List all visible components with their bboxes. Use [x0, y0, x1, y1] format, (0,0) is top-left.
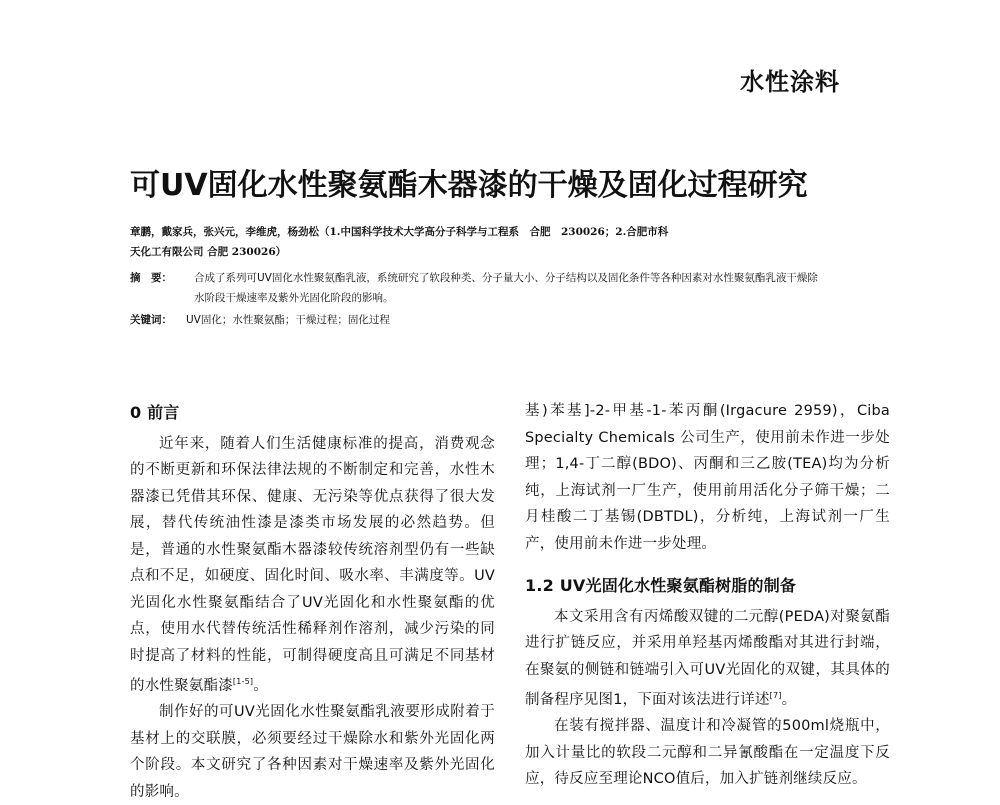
section-tag: 水性涂料	[740, 68, 840, 96]
prep-paragraph-2: 在装有搅拌器、温度计和冷凝管的500ml烧瓶中，加入计量比的软段二元醇和二异氰酸酯在一定温度下反应，待反应至理论NCO值后，加入扩链剂继续反应。	[525, 718, 890, 788]
keywords-text: UV固化；水性聚氨酯；干燥过程；固化过程	[186, 314, 390, 326]
abstract	[130, 268, 820, 308]
keywords	[130, 310, 820, 330]
left-column	[130, 398, 495, 805]
intro-paragraph-2: 制作好的可UV光固化水性聚氨酯乳液要形成附着于基材上的交联膜，必须要经过干燥除水和紫外光固化两个阶段。本文研究了各种因素对干燥速率及紫外光固化的影响。	[130, 704, 495, 800]
section-heading-1-2: 1.2 UV光固化水性聚氨酯树脂的制备	[525, 576, 797, 595]
article-title: 可UV固化水性聚氨酯木器漆的干燥及固化过程研究	[130, 168, 808, 203]
intro-paragraph-1-end: 。	[253, 677, 268, 694]
authors-line-2: 天化工有限公司 合肥 230026）	[130, 246, 287, 258]
prep-paragraph-1	[525, 604, 890, 714]
citation-ref-7: [7]	[769, 691, 782, 700]
keywords-label: 关键词：	[130, 314, 172, 326]
intro-paragraph-1	[130, 431, 495, 700]
authors-line-1: 章鹏，戴家兵，张兴元，李维虎，杨劲松（1.中国科学技术大学高分子科学与工程系 合肥 230026；2.合肥市科	[130, 226, 669, 238]
intro-paragraph-1-text: 近年来，随着人们生活健康标准的提高，消费观念的不断更新和环保法律法规的不断制定和完善，水性木器漆已凭借其环保、健康、无污染等优点获得了很大发展，替代传统油性漆是漆类市场发展的必然趋势。但是，普通的水性聚氨酯木器漆较传统溶剂型仍有一些缺点和不足，如硬度、固化时间、吸水率、丰满度等。UV光固化水性聚氨酯结合了UV光固化和水性聚氨酯的优点，使用水代替传统活性稀释剂作溶剂，减少污染的同时提高了材料的性能，可制得硬度高且可满足不同基材的水性聚氨酯漆	[130, 435, 495, 694]
right-column	[525, 398, 890, 793]
section-heading-intro: 0 前言	[130, 403, 180, 422]
prep-paragraph-1-text: 本文采用含有丙烯酸双键的二元醇(PEDA)对聚氨酯进行扩链反应，并采用单羟基丙烯酸酯对其进行封端，在聚氨的侧链和链端引入可UV光固化的双键，其具体的制备程序见图1，下面对该法进行详述	[525, 608, 890, 708]
abstract-label: 摘 要：	[130, 272, 172, 284]
spacer	[525, 557, 890, 571]
prep-paragraph-1-end: 。	[781, 691, 797, 708]
citation-ref: [1-5]	[232, 677, 254, 686]
abstract-text: 合成了系列可UV固化水性聚氨酯乳液，系统研究了软段种类、分子量大小、分子结构以及固化条件等各种因素对水性聚氨酯乳液干燥除水阶段干燥速率及紫外光固化阶段的影响。	[194, 272, 818, 304]
author-affiliations	[130, 222, 830, 262]
materials-paragraph: 基)苯基]-2-甲基-1-苯丙酮(Irgacure 2959)，Ciba Specialty Chemicals 公司生产，使用前未作进一步处理；1,4-丁二醇(BDO)、丙酮和三乙胺(TEA)均为分析纯，上海试剂一厂生产，使用前用活化分子筛干燥；二月桂酸二丁基锡(DBTDL)，分析纯，上海试剂一厂生产，使用前未作进一步处理。	[525, 403, 890, 552]
